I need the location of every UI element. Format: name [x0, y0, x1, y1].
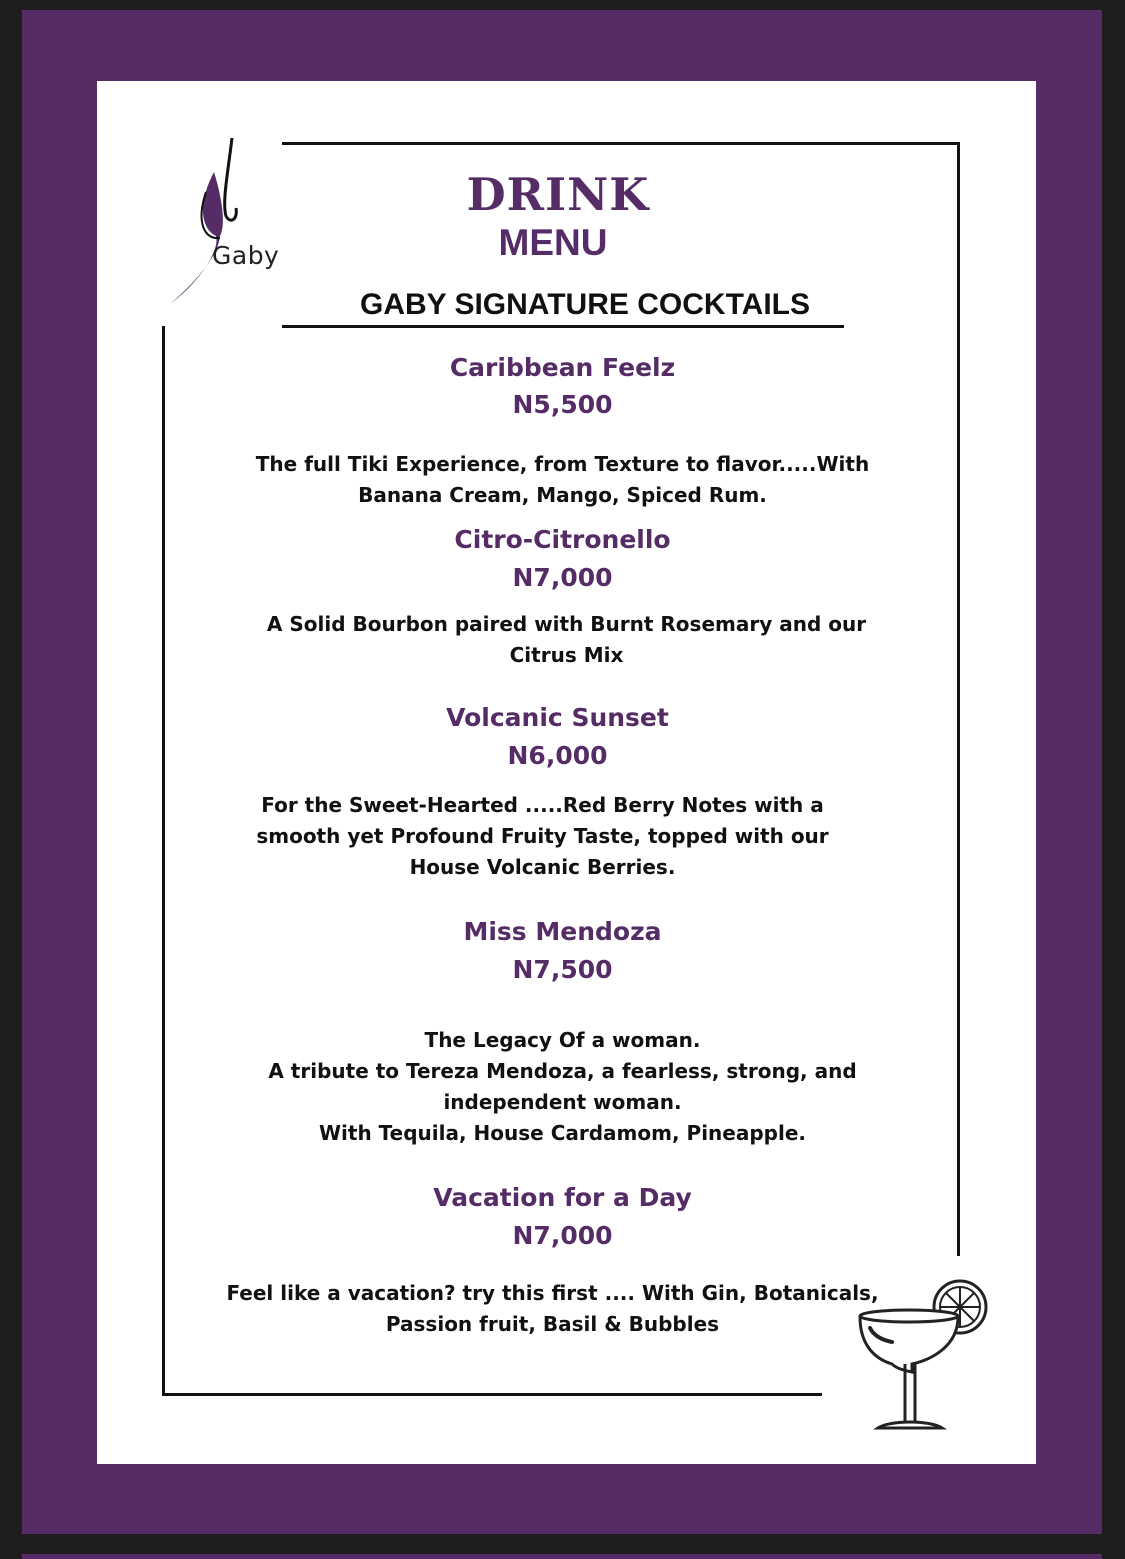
- item-description: The Legacy Of a woman. A tribute to Tereza Mendoza, a fearless, strong, and independent woman. With Tequila, House Cardamom, Pineapple.: [268, 1028, 857, 1145]
- item-description: The full Tiki Experience, from Texture to flavor.....With Banana Cream, Mango, Spiced Rum.: [255, 452, 870, 507]
- gaby-logo-icon: [160, 132, 290, 312]
- item-name: Volcanic Sunset: [446, 703, 669, 732]
- frame-bottom-line: [162, 1393, 822, 1396]
- item-price: N7,000: [512, 563, 613, 592]
- item-name: Caribbean Feelz: [449, 353, 676, 382]
- item-description: Feel like a vacation? try this first .... With Gin, Botanicals, Passion fruit, Basil & Bubbles: [226, 1281, 879, 1336]
- cocktail-glass-icon: [850, 1272, 995, 1437]
- item-description: For the Sweet-Hearted .....Red Berry Notes with a smooth yet Profound Fruity Taste, topped with our House Volcanic Berries.: [256, 793, 829, 879]
- logo-text: Gaby: [212, 241, 280, 270]
- item-price: N7,000: [512, 1221, 613, 1250]
- item-name: Vacation for a Day: [433, 1183, 692, 1212]
- item-price: N5,500: [512, 390, 613, 419]
- item-description: A Solid Bourbon paired with Burnt Rosemary and our Citrus Mix: [266, 612, 867, 667]
- frame-left-line: [162, 326, 165, 1396]
- item-price: N6,000: [507, 741, 608, 770]
- section-underline: [282, 325, 844, 328]
- item-name: Citro-Citronello: [454, 525, 671, 554]
- frame-top-line: [282, 142, 960, 145]
- title-drink: DRINK: [466, 168, 650, 221]
- item-price: N7,500: [512, 955, 613, 984]
- title-menu: MENU: [498, 222, 608, 263]
- section-title: GABY SIGNATURE COCKTAILS: [359, 288, 810, 321]
- bottom-strip: [22, 1554, 1102, 1559]
- frame-right-line: [957, 142, 960, 1256]
- item-name: Miss Mendoza: [463, 917, 662, 946]
